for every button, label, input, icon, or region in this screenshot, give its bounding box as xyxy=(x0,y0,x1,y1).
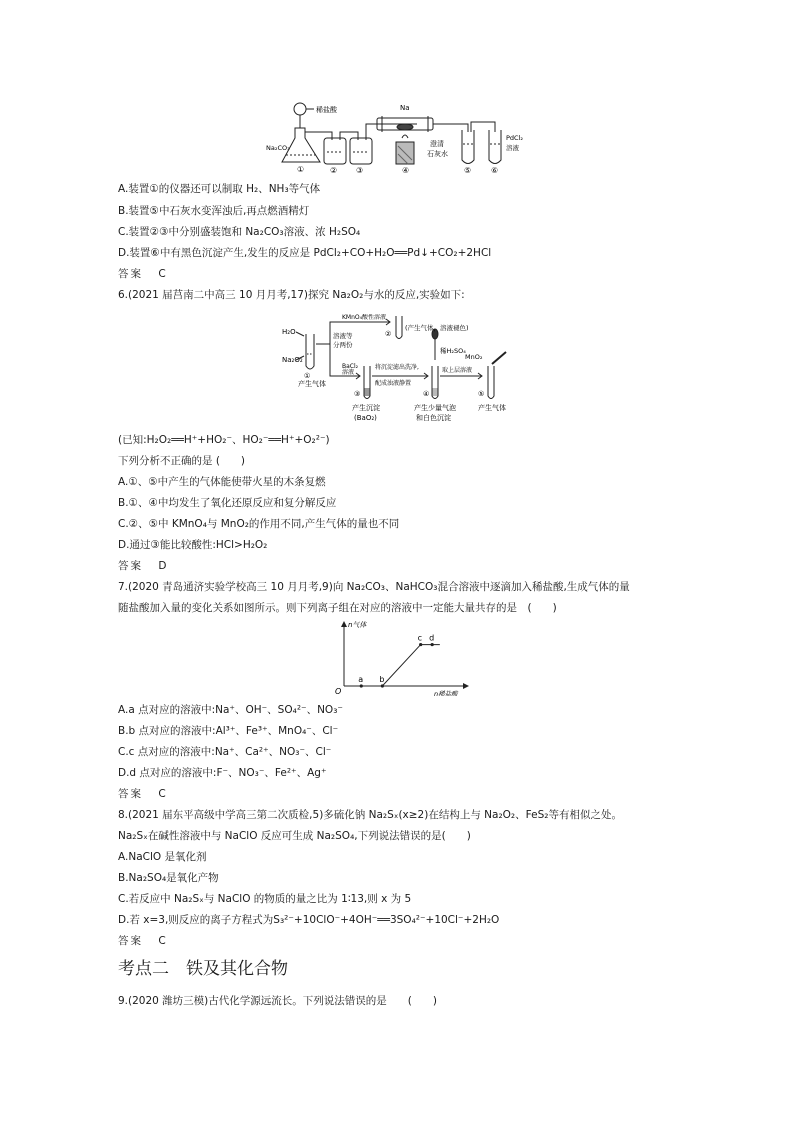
q5-option-a: A.装置①的仪器还可以制取 H₂、NH₃等气体 xyxy=(118,183,321,195)
experiment-figure-q6 xyxy=(282,314,522,430)
q8-answer-line xyxy=(118,934,166,948)
label-bacl2-2: 溶液 xyxy=(342,369,355,376)
label-gas-4-1: 产生少量气泡 xyxy=(414,404,456,412)
q8-stem-1: 8.(2021 届东平高级中学高三第二次质检,5)多硫化钠 Na₂Sₓ(x≥2)在结构上与 Na₂O₂、FeS₂等有相似之处。 xyxy=(118,809,622,821)
label-limewater-1: 澄清 xyxy=(430,140,444,148)
num-circle-4: ④ xyxy=(423,390,430,398)
num-1: ① xyxy=(297,165,305,174)
q8-option-a: A.NaClO 是氧化剂 xyxy=(118,851,207,863)
q7-option-a: A.a 点对应的溶液中:Na⁺、OH⁻、SO₄²⁻、NO₃⁻ xyxy=(118,704,343,716)
chart-point-label-d: d xyxy=(429,633,435,643)
chart-point-d xyxy=(431,643,434,646)
q6-option-d: D.通过③能比较酸性:HCl>H₂O₂ xyxy=(118,539,268,551)
label-filter-2: 配成浊液静置 xyxy=(375,380,412,387)
q6-answer-line xyxy=(118,559,166,573)
num-6: ⑥ xyxy=(491,166,499,175)
num-2: ② xyxy=(330,166,338,175)
q9-stem: 9.(2020 潍坊三模)古代化学源远流长。下列说法错误的是 ( ) xyxy=(118,995,437,1007)
chart-y-label: n气体 xyxy=(348,621,367,629)
num-circle-2: ② xyxy=(385,330,392,338)
q6-option-a: A.①、⑤中产生的气体能使带火星的木条复燃 xyxy=(118,476,326,488)
apparatus-figure-1 xyxy=(262,100,542,176)
label-upper-solution: 取上层溶液 xyxy=(442,367,473,374)
q6-question: 下列分析不正确的是 ( ) xyxy=(118,455,246,467)
q7-option-c: C.c 点对应的溶液中:Na⁺、Ca²⁺、NO₃⁻、Cl⁻ xyxy=(118,746,332,758)
q7-stem-2: 随盐酸加入量的变化关系如图所示。则下列离子组在对应的溶液中一定能大量共存的是 ( ) xyxy=(118,602,557,614)
chart-point-label-b: b xyxy=(379,675,385,684)
chart-origin-label: O xyxy=(335,687,342,696)
q7-answer-line xyxy=(118,787,166,801)
label-na2co3: Na₂CO₃ xyxy=(266,144,290,152)
q5-answer-line xyxy=(118,267,166,281)
label-dilute-hcl: 稀盐酸 xyxy=(316,106,337,114)
q5-option-d: D.装置⑥中有黑色沉淀产生,发生的反应是 PdCl₂+CO+H₂O══Pd↓+CO₂+2HCl xyxy=(118,247,492,259)
num-circle-3: ③ xyxy=(354,390,361,398)
answer-label: 答案 xyxy=(118,935,143,947)
answer-label: 答案 xyxy=(118,788,143,800)
num-circle-5: ⑤ xyxy=(478,390,485,398)
chart-point-label-c: c xyxy=(417,633,423,643)
chart-point-b xyxy=(381,684,384,687)
q5-answer: C xyxy=(158,268,166,280)
num-5: ⑤ xyxy=(464,166,472,175)
q8-stem-2: Na₂Sₓ在碱性溶液中与 NaClO 反应可生成 Na₂SO₄,下列说法错误的是( ) xyxy=(118,830,471,842)
q7-option-d: D.d 点对应的溶液中:F⁻、NO₃⁻、Fe²⁺、Ag⁺ xyxy=(118,767,327,779)
q7-option-b: B.b 点对应的溶液中:Al³⁺、Fe³⁺、MnO₄⁻、Cl⁻ xyxy=(118,725,339,737)
q6-answer: D xyxy=(158,560,167,572)
q6-known: (已知:H₂O₂══H⁺+HO₂⁻、HO₂⁻══H⁺+O₂²⁻) xyxy=(118,434,330,446)
label-split-1: 溶液等 xyxy=(333,332,353,340)
chart-x-label: n稀盐酸 xyxy=(434,690,458,696)
chart-point-a xyxy=(360,684,363,687)
answer-label: 答案 xyxy=(118,268,143,280)
label-na: Na xyxy=(400,104,410,112)
label-ppt-2: (BaO₂) xyxy=(354,414,377,422)
q8-option-b: B.Na₂SO₄是氧化产物 xyxy=(118,872,219,884)
label-limewater-2: 石灰水 xyxy=(427,150,448,158)
chart-point-c xyxy=(419,643,422,646)
label-kmno4: KMnO₄酸性溶液 xyxy=(342,314,387,321)
q6-stem: 6.(2021 届莒南二中高三 10 月月考,17)探究 Na₂O₂与水的反应,实验如下: xyxy=(118,289,465,301)
q8-option-d: D.若 x=3,则反应的离子方程式为S₃²⁻+10ClO⁻+4OH⁻══3SO₄²⁻+10Cl⁻+2H₂O xyxy=(118,914,500,926)
label-result-2: (产生气体，溶液褪色) xyxy=(405,324,469,332)
label-mno2: MnO₂ xyxy=(465,353,483,361)
q7-answer: C xyxy=(158,788,166,800)
num-3: ③ xyxy=(356,166,364,175)
num-circle-1: ① xyxy=(304,372,311,380)
label-h2so4: 稀H₂SO₄ xyxy=(440,347,466,355)
answer-label: 答案 xyxy=(118,560,143,572)
label-gas-1: 产生气体 xyxy=(298,380,326,388)
q7-gas-chart xyxy=(330,618,470,696)
label-pdcl2-2: 溶液 xyxy=(506,144,519,152)
section-title: 考点二 铁及其化合物 xyxy=(118,959,288,979)
q5-option-c: C.装置②③中分别盛装饱和 Na₂CO₃溶液、浓 H₂SO₄ xyxy=(118,226,361,238)
label-ppt-1: 产生沉淀 xyxy=(352,404,380,412)
q6-option-c: C.②、⑤中 KMnO₄与 MnO₂的作用不同,产生气体的量也不同 xyxy=(118,518,400,530)
q8-option-c: C.若反应中 Na₂Sₓ与 NaClO 的物质的量之比为 1∶13,则 x 为 5 xyxy=(118,893,412,905)
num-4: ④ xyxy=(402,166,410,175)
label-pdcl2-1: PdCl₂ xyxy=(506,134,523,142)
q7-stem-1: 7.(2020 青岛通济实验学校高三 10 月月考,9)向 Na₂CO₃、NaHCO₃混合溶液中逐滴加入稀盐酸,生成气体的量 xyxy=(118,581,630,593)
chart-point-label-a: a xyxy=(358,675,364,684)
label-filter-1: 将沉淀滤出洗净, xyxy=(375,364,419,371)
label-split-2: 分两份 xyxy=(333,341,353,349)
q5-option-b: B.装置⑤中石灰水变浑浊后,再点燃酒精灯 xyxy=(118,205,310,217)
label-gas-4-2: 和白色沉淀 xyxy=(416,414,451,422)
label-bacl2-1: BaCl₂ xyxy=(342,363,359,370)
q8-answer: C xyxy=(158,935,166,947)
q6-option-b: B.①、④中均发生了氧化还原反应和复分解反应 xyxy=(118,497,337,509)
label-gas-5: 产生气体 xyxy=(478,404,506,412)
label-na2o2: Na₂O₂ xyxy=(282,356,303,364)
label-h2o: H₂O xyxy=(282,328,296,336)
